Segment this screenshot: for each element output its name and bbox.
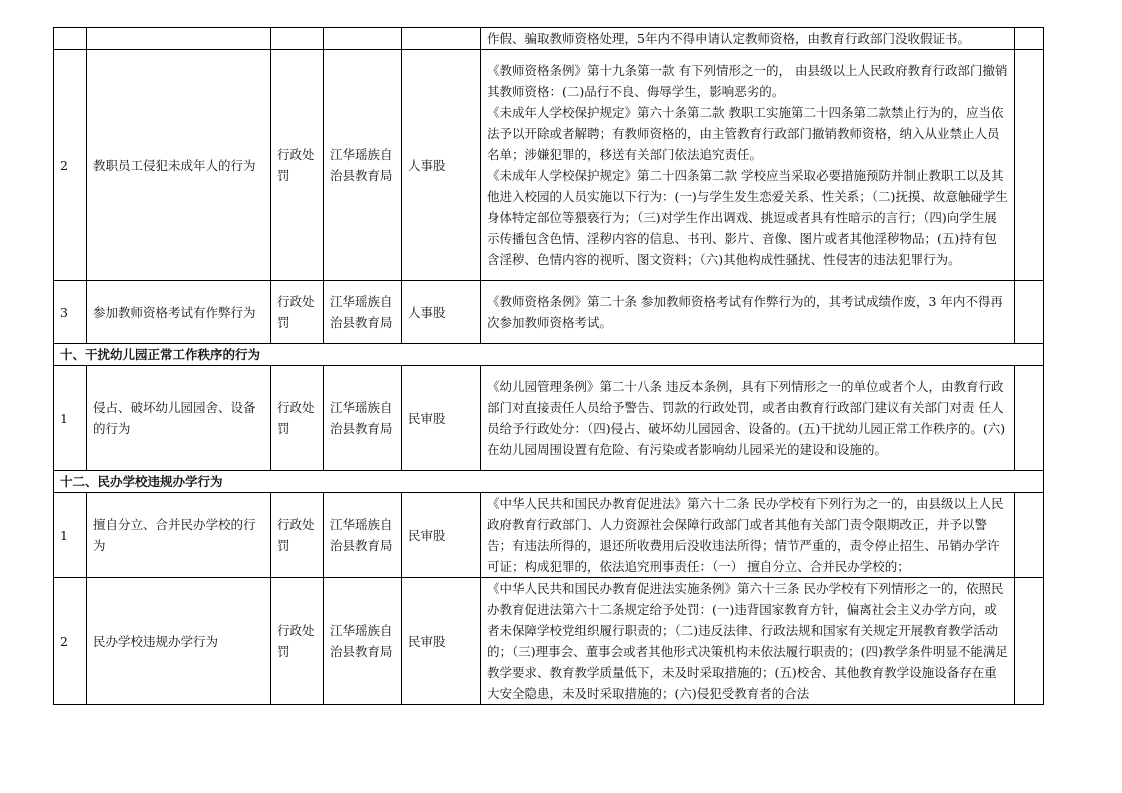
cell-type: 行政处罚 [271, 366, 324, 471]
table-row [54, 281, 1044, 344]
cell-basis: 《教师资格条例》第二十条 参加教师资格考试有作弊行为的，其考试成绩作废，3 年内不得再次参加教师资格考试。 [481, 281, 1015, 344]
penalty-table [53, 27, 1044, 705]
cell-name [87, 28, 271, 50]
cell-subject: 江华瑶族自治县教育局 [324, 578, 402, 705]
table-row [54, 493, 1044, 578]
cell-name: 民办学校违规办学行为 [87, 578, 271, 705]
cell-no: 1 [54, 366, 87, 471]
table-row [54, 578, 1044, 705]
cell-basis: 作假、骗取教师资格处理，5年内不得申请认定教师资格，由教育行政部门没收假证书。 [481, 28, 1015, 50]
cell-remark [1015, 50, 1044, 281]
cell-remark [1015, 493, 1044, 578]
table-row [54, 366, 1044, 471]
cell-subject [324, 28, 402, 50]
cell-type: 行政处罚 [271, 493, 324, 578]
cell-no: 2 [54, 50, 87, 281]
cell-type: 行政处罚 [271, 578, 324, 705]
cell-remark [1015, 578, 1044, 705]
cell-no: 2 [54, 578, 87, 705]
section-heading-row [54, 471, 1044, 493]
table-row [54, 28, 1044, 50]
cell-remark [1015, 28, 1044, 50]
cell-dept: 民审股 [402, 578, 481, 705]
basis-paragraph: 《教师资格条例》第十九条第一款 有下列情形之一的， 由县级以上人民政府教育行政部门撤销其教师资格：(二)品行不良、侮辱学生，影响恶劣的。 [487, 63, 1008, 99]
cell-subject: 江华瑶族自治县教育局 [324, 50, 402, 281]
cell-basis: 《中华人民共和国民办教育促进法实施条例》第六十三条 民办学校有下列情形之一的，依照民办教育促进法第六十二条规定给予处罚：(一)违背国家教育方针，偏离社会主义办学方向，或者未保障学校党组织履行职责的；（二)违反法律、行政法规和国家有关规定开展教育教学活动的；（三)理事会、董事会或者其他形式决策机构未依法履行职责的；(四)教学条件明显不能满足教学要求、教育教学质量低下，未及时采取措施的；(五)校舍、其他教育教学设施设备存在重大安全隐患，未及时采取措施的；(六)侵犯受教育者的合法 [481, 578, 1015, 705]
cell-dept: 民审股 [402, 493, 481, 578]
cell-basis [481, 50, 1015, 281]
cell-type [271, 28, 324, 50]
cell-no: 1 [54, 493, 87, 578]
basis-paragraph: 《未成年人学校保护规定》第二十四条第二款 学校应当采取必要措施预防并制止教职工以及其他进入校园的人员实施以下行为：(一)与学生发生恋爱关系、性关系；（二)抚摸、故意触碰学生身体特定部位等猥亵行为；（三)对学生作出调戏、挑逗或者具有性暗示的言行；（四)向学生展示传播包含色情、淫秽内容的信息、书刊、影片、音像、图片或者其他淫秽物品；(五)持有包含淫秽、色情内容的视听、图文资料；（六)其他构成性骚扰、性侵害的违法犯罪行为。 [487, 168, 1008, 267]
cell-subject: 江华瑶族自治县教育局 [324, 281, 402, 344]
cell-remark [1015, 366, 1044, 471]
cell-no: 3 [54, 281, 87, 344]
section-heading: 十二、民办学校违规办学行为 [54, 471, 1044, 493]
cell-basis: 《中华人民共和国民办教育促进法》第六十二条 民办学校有下列行为之一的，由县级以上人民政府教育行政部门、人力资源社会保障行政部门或者其他有关部门责令限期改正，并予以警告；有违法所得的，退还所收费用后没收违法所得；情节严重的，责令停止招生、吊销办学许可证；构成犯罪的，依法追究刑事责任：（一） 擅自分立、合并民办学校的； [481, 493, 1015, 578]
section-heading: 十、干扰幼儿园正常工作秩序的行为 [54, 344, 1044, 366]
cell-name: 参加教师资格考试有作弊行为 [87, 281, 271, 344]
cell-name: 侵占、破坏幼儿园园舍、设备的行为 [87, 366, 271, 471]
cell-name: 教职员工侵犯未成年人的行为 [87, 50, 271, 281]
cell-basis: 《幼儿园管理条例》第二十八条 违反本条例，具有下列情形之一的单位或者个人，由教育行政部门对直接责任人员给予警告、罚款的行政处罚，或者由教育行政部门建议有关部门对责 任人员给予行政处分：（四)侵占、破坏幼儿园园舍、设备的。(五)干扰幼儿园正常工作秩序的。(六)在幼儿园周围设置有危险、有污染或者影响幼儿园采光的建设和设施的。 [481, 366, 1015, 471]
basis-paragraph: 《未成年人学校保护规定》第六十条第二款 教职工实施第二十四条第二款禁止行为的，应当依法予以开除或者解聘；有教师资格的，由主管教育行政部门撤销教师资格，纳入从业禁止人员名单；涉嫌犯罪的，移送有关部门依法追究责任。 [487, 105, 1004, 162]
table-row [54, 50, 1044, 281]
cell-type: 行政处罚 [271, 50, 324, 281]
cell-remark [1015, 281, 1044, 344]
cell-subject: 江华瑶族自治县教育局 [324, 493, 402, 578]
cell-dept [402, 28, 481, 50]
cell-name: 擅自分立、合并民办学校的行为 [87, 493, 271, 578]
cell-no [54, 28, 87, 50]
cell-dept: 人事股 [402, 50, 481, 281]
cell-dept: 民审股 [402, 366, 481, 471]
cell-dept: 人事股 [402, 281, 481, 344]
cell-subject: 江华瑶族自治县教育局 [324, 366, 402, 471]
section-heading-row [54, 344, 1044, 366]
cell-type: 行政处罚 [271, 281, 324, 344]
